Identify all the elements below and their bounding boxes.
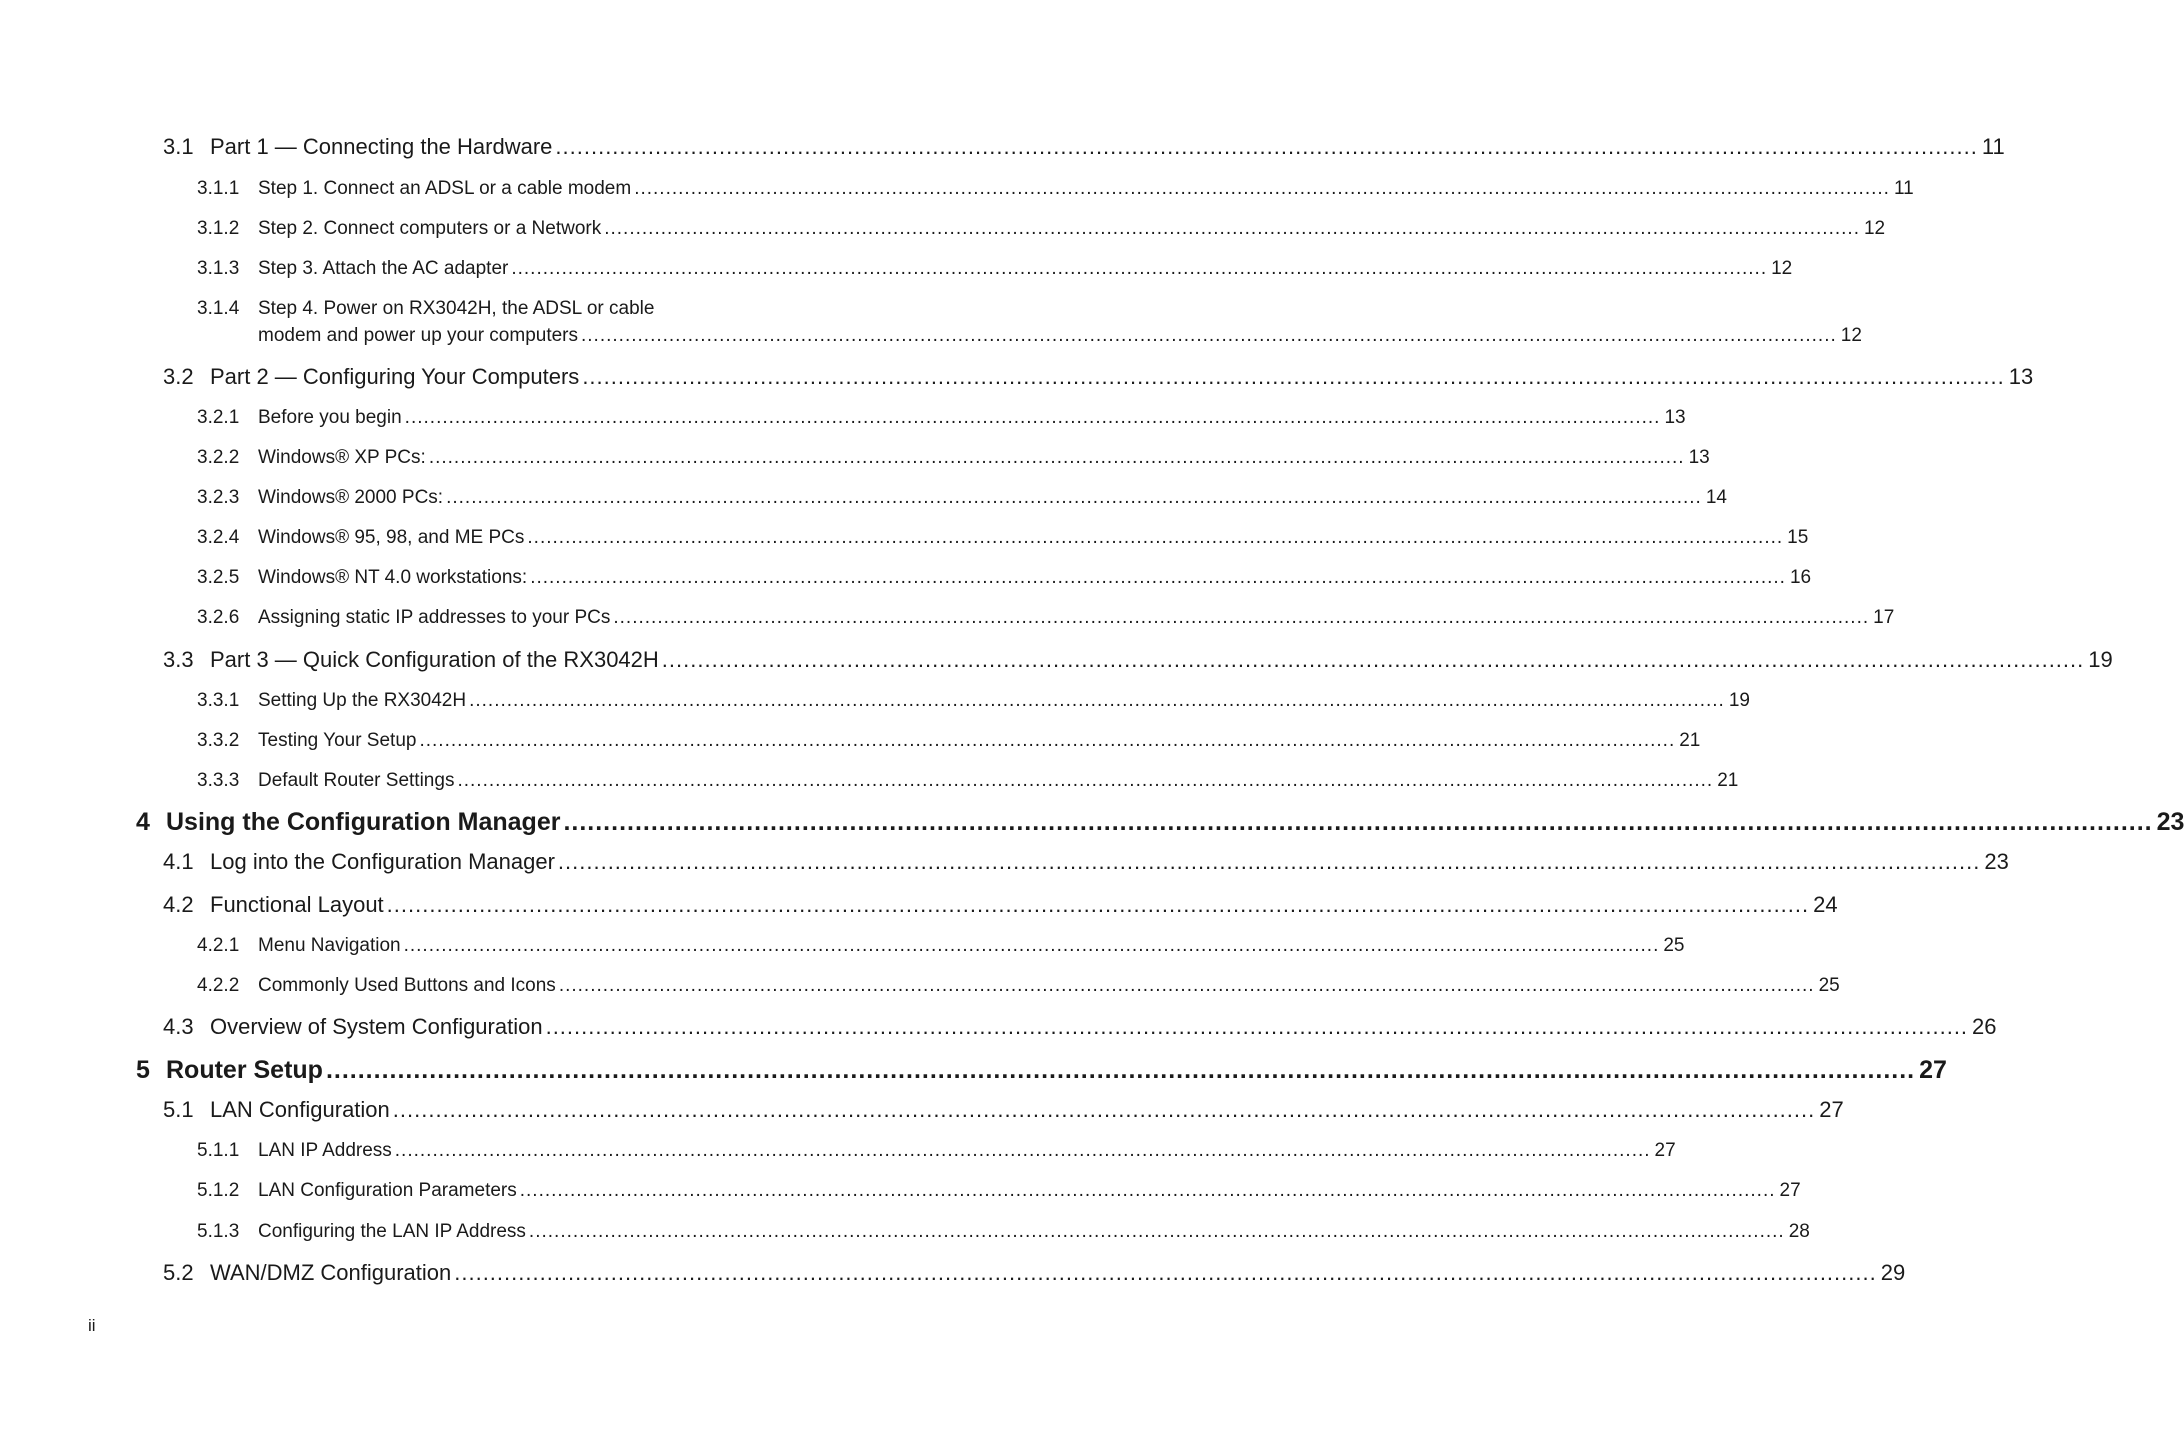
dot-leader: ........................................................................................................................................................................................................ — [454, 1260, 1877, 1285]
toc-chapter-5 — [136, 1056, 1947, 1085]
dot-leader: ........................................................................................................................................................................................................ — [582, 364, 2005, 389]
toc-entry-title: Using the Configuration Manager — [166, 808, 561, 836]
toc-entry-number: 3.3.1 — [197, 690, 240, 711]
toc-entry-page: 11 — [1981, 134, 2005, 159]
toc-entry-page: 19 — [1728, 690, 1750, 711]
toc-entry-5-1-3 — [197, 1221, 1810, 1243]
toc-entry-3-2-2 — [197, 447, 1710, 469]
toc-entry-number: 3.3 — [163, 647, 194, 672]
dot-leader: ........................................................................................................................................................................................................ — [604, 218, 1860, 239]
toc-entry-page: 24 — [1813, 892, 1838, 917]
toc-entry-page: 13 — [1664, 407, 1686, 428]
toc-entry-number: 5.1.1 — [197, 1140, 240, 1161]
toc-entry-page: 27 — [1654, 1140, 1676, 1161]
toc-entry-3-1-4-line1 — [197, 298, 654, 320]
toc-entry-3-2-5 — [197, 567, 1812, 589]
toc-entry-page: 21 — [1717, 770, 1739, 791]
dot-leader: ........................................................................................................................................................................................................ — [519, 1180, 1776, 1201]
toc-entry-page: 23 — [2156, 808, 2184, 836]
toc-entry-number: 4.2.2 — [197, 975, 240, 996]
toc-entry-3-2-1 — [197, 407, 1686, 429]
toc-entry-3-2 — [163, 364, 2034, 390]
toc-entry-title: LAN IP Address — [258, 1140, 392, 1161]
toc-entry-title: Menu Navigation — [258, 935, 401, 956]
toc-entry-title: Part 2 — Configuring Your Computers — [210, 364, 580, 389]
toc-entry-number: 3.1.3 — [197, 258, 240, 279]
dot-leader: ........................................................................................................................................................................................................ — [558, 975, 1815, 996]
dot-leader: ........................................................................................................................................................................................................ — [404, 407, 1661, 428]
toc-entry-page: 27 — [1819, 1097, 1844, 1122]
toc-entry-number: 3.1.4 — [197, 298, 240, 319]
toc-entry-3-1 — [163, 134, 2005, 160]
toc-entry-3-1-3 — [197, 258, 1793, 280]
toc-entry-5-2 — [163, 1260, 1906, 1286]
toc-entry-title: Setting Up the RX3042H — [258, 690, 467, 711]
toc-entry-number: 5.1.2 — [197, 1180, 240, 1201]
dot-leader: ........................................................................................................................................................................................................ — [555, 134, 1978, 159]
toc-chapter-4 — [136, 808, 2184, 837]
toc-entry-page: 11 — [1893, 178, 1914, 199]
dot-leader: ........................................................................................................................................................................................................ — [634, 178, 1890, 199]
toc-entry-number: 3.2.1 — [197, 407, 240, 428]
toc-entry-3-2-4 — [197, 527, 1809, 549]
toc-entry-title: Part 1 — Connecting the Hardware — [210, 134, 553, 159]
toc-entry-5-1-1 — [197, 1140, 1676, 1162]
toc-entry-3-3-1 — [197, 690, 1750, 712]
dot-leader: ........................................................................................................................................................................................................ — [511, 258, 1768, 279]
toc-entry-number: 4.3 — [163, 1014, 194, 1039]
toc-entry-4-1 — [163, 849, 2009, 875]
dot-leader: ........................................................................................................................................................................................................ — [403, 935, 1660, 956]
toc-entry-title: Default Router Settings — [258, 770, 455, 791]
toc-entry-4-2 — [163, 892, 1838, 918]
dot-leader: ........................................................................................................................................................................................................ — [545, 1014, 1969, 1039]
toc-entry-page: 19 — [2088, 647, 2113, 672]
toc-entry-number: 5.2 — [163, 1260, 194, 1285]
toc-entry-5-1 — [163, 1097, 1844, 1123]
toc-entry-3-1-1 — [197, 178, 1914, 200]
toc-entry-page: 27 — [1919, 1056, 1947, 1084]
dot-leader: ........................................................................................................................................................................................................ — [613, 607, 1870, 628]
toc-entry-page: 25 — [1818, 975, 1840, 996]
toc-entry-number: 3.2.3 — [197, 487, 240, 508]
dot-leader: ........................................................................................................................................................................................................ — [419, 730, 1676, 751]
toc-entry-title: Windows® NT 4.0 workstations: — [258, 567, 528, 588]
toc-entry-page: 25 — [1663, 935, 1685, 956]
toc-entry-number: 4.2 — [163, 892, 194, 917]
toc-entry-title: WAN/DMZ Configuration — [210, 1260, 452, 1285]
toc-entry-page: 12 — [1840, 325, 1862, 346]
toc-entry-number: 3.2.2 — [197, 447, 240, 468]
dot-leader: ........................................................................................................................................................................................................ — [528, 1221, 1785, 1242]
toc-entry-title: LAN Configuration Parameters — [258, 1180, 517, 1201]
toc-entry-number: 3.2.6 — [197, 607, 240, 628]
toc-entry-3-1-2 — [197, 218, 1886, 240]
toc-entry-page: 28 — [1788, 1221, 1810, 1242]
toc-entry-3-1-4-line2 — [258, 325, 1862, 347]
toc-entry-title: Log into the Configuration Manager — [210, 849, 555, 874]
toc-entry-title-line1: Step 4. Power on RX3042H, the ADSL or cable — [258, 298, 655, 319]
dot-leader: ........................................................................................................................................................................................................ — [527, 527, 1784, 548]
toc-entry-title: Step 3. Attach the AC adapter — [258, 258, 509, 279]
toc-entry-4-2-1 — [197, 935, 1685, 957]
dot-leader: ........................................................................................................................................................................................................ — [457, 770, 1714, 791]
toc-entry-title: Assigning static IP addresses to your PCs — [258, 607, 611, 628]
toc-entry-title: Functional Layout — [210, 892, 384, 917]
toc-entry-page: 27 — [1779, 1180, 1801, 1201]
toc-entry-title: modem and power up your computers — [258, 325, 578, 346]
toc-entry-number: 3.1.2 — [197, 218, 240, 239]
toc-entry-number: 3.3.2 — [197, 730, 240, 751]
dot-leader: ........................................................................................................................................................................................................ — [392, 1097, 1816, 1122]
toc-entry-page: 13 — [1688, 447, 1710, 468]
dot-leader: ........................................................................................................................................................................................................ — [446, 487, 1702, 508]
toc-entry-3-2-6 — [197, 607, 1895, 629]
toc-entry-title: Router Setup — [166, 1056, 323, 1084]
toc-entry-number: 3.1 — [163, 134, 194, 159]
toc-entry-3-3-3 — [197, 770, 1739, 792]
dot-leader: ........................................................................................................................................................................................................ — [661, 647, 2085, 672]
dot-leader: ........................................................................................................................................................................................................ — [581, 325, 1837, 346]
toc-entry-title: Before you begin — [258, 407, 402, 428]
toc-entry-page: 26 — [1972, 1014, 1997, 1039]
dot-leader: ........................................................................................................................................................................................................ — [394, 1140, 1651, 1161]
toc-entry-title: Configuring the LAN IP Address — [258, 1221, 526, 1242]
toc-entry-page: 15 — [1787, 527, 1809, 548]
toc-entry-3-3 — [163, 647, 2113, 673]
toc-entry-number: 5 — [136, 1056, 150, 1084]
toc-entry-page: 12 — [1771, 258, 1793, 279]
toc-entry-title: Step 1. Connect an ADSL or a cable modem — [258, 178, 632, 199]
toc-entry-page: 29 — [1880, 1260, 1906, 1285]
dot-leader: ........................................................................................................................................................................................................ — [557, 849, 1981, 874]
toc-entry-title: LAN Configuration — [210, 1097, 390, 1122]
dot-leader: ........................................................................................................................................................................................................ — [428, 447, 1685, 468]
toc-entry-3-3-2 — [197, 730, 1701, 752]
toc-entry-5-1-2 — [197, 1180, 1801, 1202]
dot-leader: ........................................................................................................................................................................................................ — [563, 808, 2153, 836]
toc-entry-title: Testing Your Setup — [258, 730, 417, 751]
toc-entry-title: Windows® 95, 98, and ME PCs — [258, 527, 525, 548]
toc-entry-4-2-2 — [197, 975, 1840, 997]
toc-entry-page: 12 — [1863, 218, 1886, 239]
toc-entry-title: Windows® XP PCs: — [258, 447, 426, 468]
toc-entry-page: 21 — [1679, 730, 1701, 751]
toc-entry-number: 4 — [136, 808, 150, 836]
toc-entry-page: 23 — [1984, 849, 2009, 874]
toc-entry-title: Overview of System Configuration — [210, 1014, 543, 1039]
toc-entry-number: 4.2.1 — [197, 935, 240, 956]
toc-entry-number: 3.2.4 — [197, 527, 240, 548]
toc-entry-title: Part 3 — Quick Configuration of the RX3042H — [210, 647, 659, 672]
toc-entry-4-3 — [163, 1014, 1997, 1040]
toc-entry-title: Step 2. Connect computers or a Network — [258, 218, 602, 239]
toc-entry-number: 5.1 — [163, 1097, 194, 1122]
toc-entry-page: 16 — [1789, 567, 1812, 588]
toc-entry-page: 17 — [1873, 607, 1895, 628]
toc-entry-page: 13 — [2008, 364, 2034, 389]
dot-leader: ........................................................................................................................................................................................................ — [325, 1056, 1916, 1084]
toc-entry-number: 3.2.5 — [197, 567, 240, 588]
dot-leader: ........................................................................................................................................................................................................ — [386, 892, 1810, 917]
toc-entry-page: 14 — [1705, 487, 1727, 508]
toc-entry-number: 3.3.3 — [197, 770, 240, 791]
toc-entry-number: 4.1 — [163, 849, 194, 874]
toc-entry-number: 5.1.3 — [197, 1221, 240, 1242]
page-number: ii — [88, 1316, 96, 1335]
dot-leader: ........................................................................................................................................................................................................ — [530, 567, 1786, 588]
toc-entry-3-2-3 — [197, 487, 1727, 509]
toc-entry-title: Commonly Used Buttons and Icons — [258, 975, 556, 996]
toc-entry-number: 3.1.1 — [197, 178, 240, 199]
toc-entry-title: Windows® 2000 PCs: — [258, 487, 444, 508]
dot-leader: ........................................................................................................................................................................................................ — [469, 690, 1725, 711]
toc-entry-number: 3.2 — [163, 364, 194, 389]
